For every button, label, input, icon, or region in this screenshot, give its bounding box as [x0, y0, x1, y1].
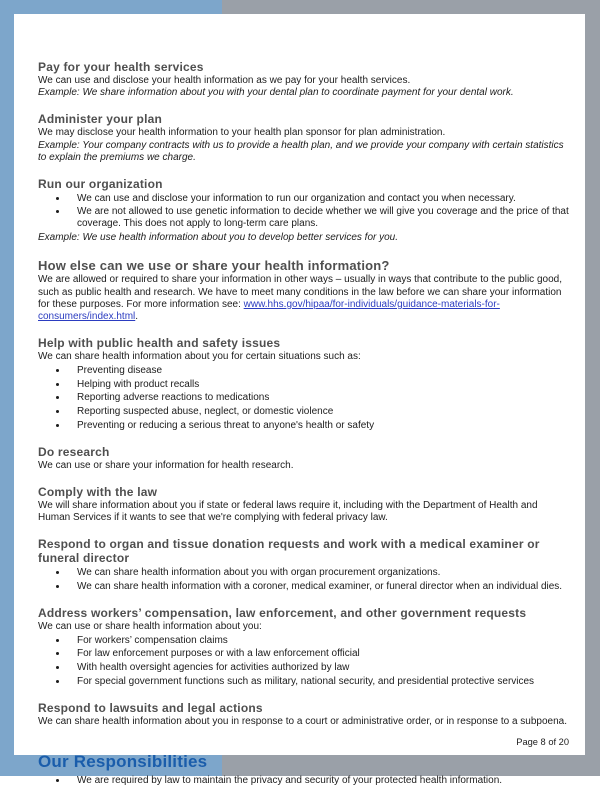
paragraph-text: We are allowed or required to share your information in other ways – usually in ways that contribute to the public good, such as public health and research. We have to meet many conditions in the law before we can share your information for these purposes. For more information see: — [38, 274, 562, 310]
paragraph-text: . — [135, 310, 139, 322]
section-paragraph: We can share health information about you in response to a court or administrative order, or in response to a subpoena. — [38, 715, 568, 727]
bullet-item: • Helping with product recalls — [68, 379, 572, 391]
bullet-item: • For law enforcement purposes or with a law enforcement official — [68, 648, 572, 660]
bullet-list — [38, 635, 572, 688]
bullet-list — [38, 775, 572, 787]
section-paragraph: We can use or share your information for health research. — [38, 459, 294, 471]
bullet-list — [38, 567, 572, 593]
bullet-item: • We are not allowed to use genetic information to decide whether we will give you coverage and the price of that coverage. This does not apply to long-term care plans. — [68, 206, 572, 230]
section-paragraph: We can use or share health information about you: — [38, 620, 262, 632]
doc-section — [38, 485, 572, 524]
doc-section — [38, 445, 572, 472]
section-heading: Run our organization — [38, 177, 163, 192]
section-paragraph: We can share health information about you for certain situations such as: — [38, 351, 361, 363]
bullet-item: • We can use and disclose your information to run our organization and contact you when necessary. — [68, 193, 572, 205]
example-text: Example: We use health information about you to develop better services for you. — [38, 232, 399, 244]
bullet-item: • Reporting adverse reactions to medications — [68, 392, 572, 404]
page-number: Page 8 of 20 — [516, 737, 569, 747]
section-heading: Respond to organ and tissue donation requests and work with a medical examiner or funeral director — [38, 537, 540, 566]
bullet-item: • With health oversight agencies for activities authorized by law — [68, 662, 572, 674]
our-responsibilities-section — [38, 752, 572, 787]
doc-section — [38, 537, 572, 592]
bullet-item: • We can share health information about you with organ procurement organizations. — [68, 567, 572, 579]
doc-section — [38, 177, 572, 244]
example-text: Example: Your company contracts with us to provide a health plan, and we provide your company with certain statistics to explain the premiums we charge. — [38, 139, 564, 163]
section-paragraph — [38, 274, 572, 323]
doc-section — [38, 606, 572, 688]
bullet-item: • For workers’ compensation claims — [68, 635, 572, 647]
section-paragraph: We can use and disclose your health information as we pay for your health services. — [38, 75, 411, 86]
our-responsibilities-heading: Our Responsibilities — [38, 752, 208, 772]
section-paragraph: We will share information about you if state or federal laws require it, including with the Department of Health and Human Services if it wants to see that we're complying with federal privacy law. — [38, 500, 538, 524]
section-heading: Help with public health and safety issues — [38, 336, 281, 351]
doc-section — [38, 336, 572, 432]
bullet-item: • Preventing or reducing a serious threat to anyone's health or safety — [68, 420, 572, 432]
bullet-item: • We are required by law to maintain the privacy and security of your protected health information. — [68, 775, 572, 787]
sections-container — [38, 60, 572, 728]
section-heading: Comply with the law — [38, 485, 158, 500]
document-page — [14, 14, 585, 787]
bullet-item: • Preventing disease — [68, 365, 572, 377]
page-content — [38, 60, 572, 789]
bullet-item: • Reporting suspected abuse, neglect, or domestic violence — [68, 406, 572, 418]
bullet-item: • We can share health information with a coroner, medical examiner, or funeral director when an individual dies. — [68, 581, 572, 593]
doc-section — [38, 259, 572, 323]
doc-section — [38, 112, 572, 164]
section-heading: Administer your plan — [38, 112, 163, 127]
doc-section — [38, 60, 572, 99]
section-heading: How else can we use or share your health information? — [38, 258, 390, 274]
bullet-item: • For special government functions such as military, national security, and presidential protective services — [68, 676, 572, 688]
hhs-guidance-link[interactable]: www.hhs.gov/hipaa/for-individuals/guidance-materials-for-consumers/index.html — [38, 298, 500, 322]
bullet-list — [38, 193, 572, 231]
section-heading: Respond to lawsuits and legal actions — [38, 700, 263, 715]
doc-section — [38, 701, 572, 728]
section-heading: Address workers’ compensation, law enforcement, and other government requests — [38, 605, 527, 620]
section-paragraph: We may disclose your health information to your health plan sponsor for plan administration. — [38, 127, 446, 139]
example-text: Example: We share information about you with your dental plan to coordinate payment for your dental work. — [38, 87, 514, 99]
bullet-list — [38, 365, 572, 432]
section-heading: Pay for your health services — [38, 60, 204, 74]
section-heading: Do research — [38, 444, 110, 459]
